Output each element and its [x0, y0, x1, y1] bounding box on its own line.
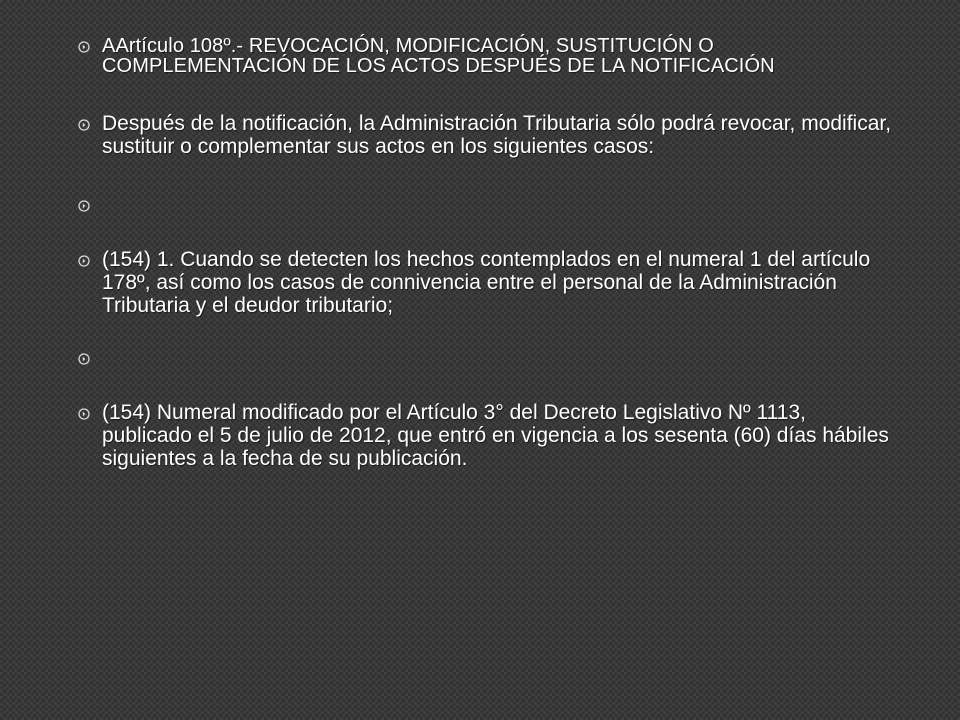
bullet-item-empty — [72, 347, 892, 369]
bullet-list — [72, 36, 892, 470]
circle-arrow-bullet-icon — [78, 200, 90, 212]
bullet-item-article-title — [72, 36, 892, 76]
bullet-item-numeral-1 — [72, 248, 892, 317]
circle-arrow-bullet-icon — [78, 353, 90, 365]
circle-arrow-bullet-icon — [78, 119, 90, 131]
bullet-item-empty — [72, 194, 892, 216]
intro-paragraph: Después de la notificación, la Administración Tributaria sólo podrá revocar, modificar, sustituir o complementar sus actos en los siguientes casos: — [102, 112, 892, 158]
bullet-item-footnote — [72, 401, 892, 470]
circle-arrow-bullet-icon — [78, 255, 90, 267]
article-title: AArtículo 108º.- REVOCACIÓN, MODIFICACIÓN, SUSTITUCIÓN O COMPLEMENTACIÓN DE LOS ACTOS DESPUÉS DE LA NOTIFICACIÓN — [102, 35, 775, 77]
bullet-item-intro — [72, 112, 892, 158]
circle-arrow-bullet-icon — [78, 408, 90, 420]
footnote-paragraph: (154) Numeral modificado por el Artículo 3° del Decreto Legislativo Nº 1113, publicado el 5 de julio de 2012, que entró en vigencia a los sesenta (60) días hábiles siguientes a la fecha de su publicación. — [102, 401, 889, 470]
numeral-1-paragraph: (154) 1. Cuando se detecten los hechos contemplados en el numeral 1 del artículo 178º, así como los casos de connivencia entre el personal de la Administración Tributaria y el deudor tributario; — [102, 248, 871, 317]
circle-arrow-bullet-icon — [78, 41, 90, 53]
